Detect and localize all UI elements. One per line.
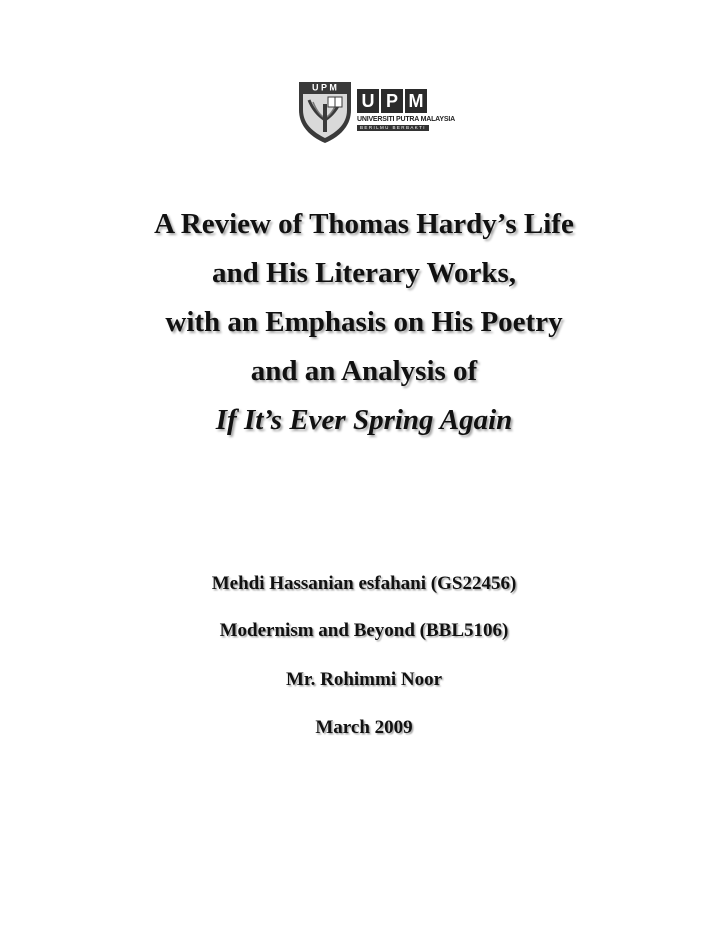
university-motto: BERILMU BERBAKTI xyxy=(357,125,429,131)
poem-title: If It’s Ever Spring Again xyxy=(215,404,513,436)
university-name: UNIVERSITI PUTRA MALAYSIA xyxy=(357,116,455,123)
title-line-1: A Review of Thomas Hardy’s Life xyxy=(154,208,574,240)
document-title xyxy=(0,200,728,445)
upm-shield-icon xyxy=(297,80,353,144)
logo-letter-p: P xyxy=(381,89,403,113)
upm-logo xyxy=(297,80,455,144)
logo-letter-m: M xyxy=(405,89,427,113)
author-info xyxy=(0,573,728,739)
title-line-2: and His Literary Works, xyxy=(212,257,516,289)
submission-date: March 2009 xyxy=(315,717,413,738)
title-line-3: with an Emphasis on His Poetry xyxy=(165,306,563,338)
author-name: Mehdi Hassanian esfahani (GS22456) xyxy=(211,573,517,594)
logo-letter-u: U xyxy=(357,89,379,113)
svg-text:U P M: U P M xyxy=(312,82,337,93)
title-line-4: and an Analysis of xyxy=(250,355,478,387)
course-name: Modernism and Beyond (BBL5106) xyxy=(219,620,509,641)
lecturer-name: Mr. Rohimmi Noor xyxy=(285,669,443,690)
upm-letters xyxy=(357,89,427,113)
